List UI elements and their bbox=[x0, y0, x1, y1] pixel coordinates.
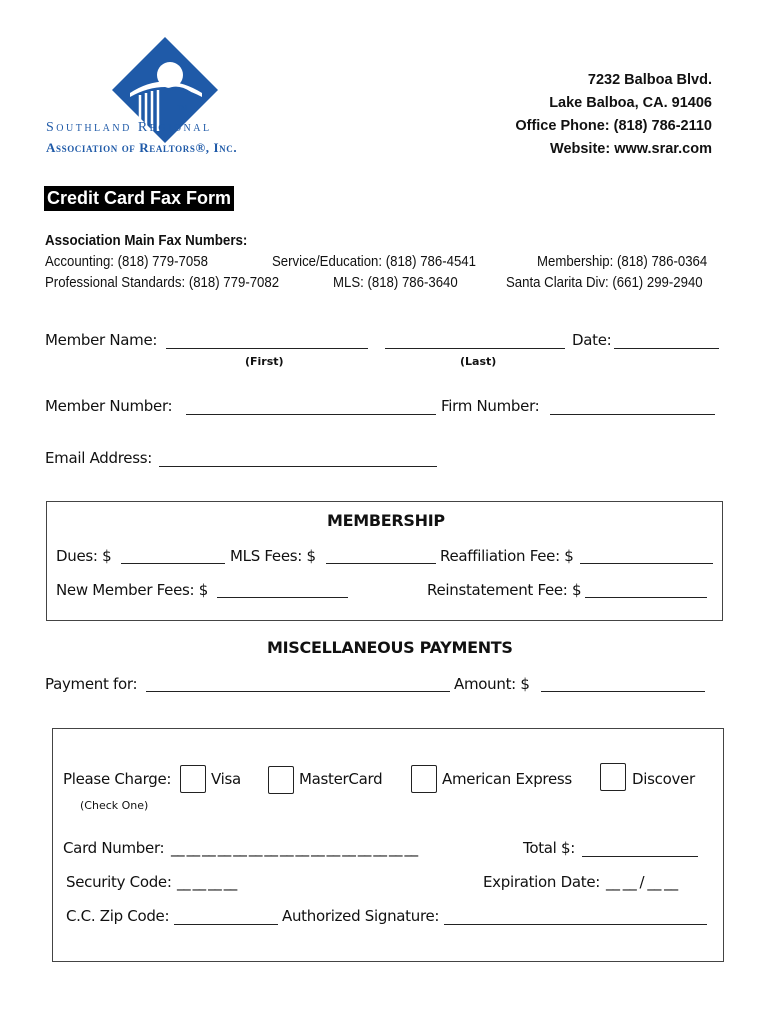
mls-fees-field[interactable] bbox=[326, 563, 436, 564]
zip-code-field[interactable] bbox=[174, 924, 278, 925]
fax-membership: Membership: (818) 786-0364 bbox=[537, 253, 708, 270]
fax-professional: Professional Standards: (818) 779-7082 bbox=[45, 274, 280, 291]
security-code-label: Security Code: bbox=[66, 873, 172, 891]
first-caption: (First) bbox=[245, 355, 284, 368]
amount-field[interactable] bbox=[541, 691, 705, 692]
member-number-field[interactable] bbox=[186, 414, 436, 415]
zip-code-label: C.C. Zip Code: bbox=[66, 907, 170, 925]
amount-label: Amount: $ bbox=[454, 675, 530, 693]
dues-label: Dues: $ bbox=[56, 547, 112, 565]
mls-fees-label: MLS Fees: $ bbox=[230, 547, 316, 565]
amex-label: American Express bbox=[442, 770, 572, 788]
amex-checkbox[interactable] bbox=[411, 765, 437, 793]
card-number-label: Card Number: bbox=[63, 839, 165, 857]
dues-field[interactable] bbox=[121, 563, 225, 564]
expiration-label: Expiration Date: bbox=[483, 873, 601, 891]
misc-payments-title: MISCELLANEOUS PAYMENTS bbox=[267, 638, 513, 657]
new-member-label: New Member Fees: $ bbox=[56, 581, 208, 599]
form-title: Credit Card Fax Form bbox=[44, 186, 234, 211]
fax-santa-clarita: Santa Clarita Div: (661) 299-2940 bbox=[506, 274, 703, 291]
please-charge-label: Please Charge: bbox=[63, 770, 172, 788]
membership-title: MEMBERSHIP bbox=[327, 511, 445, 530]
security-code-field[interactable]: __ __ __ __ bbox=[177, 873, 236, 891]
email-field[interactable] bbox=[159, 466, 437, 467]
last-name-field[interactable] bbox=[385, 348, 565, 349]
firm-number-label: Firm Number: bbox=[441, 397, 540, 415]
email-label: Email Address: bbox=[45, 449, 152, 467]
website: Website: www.srar.com bbox=[550, 141, 712, 157]
date-field[interactable] bbox=[614, 348, 719, 349]
address-street: 7232 Balboa Blvd. bbox=[587, 72, 712, 88]
reinstatement-label: Reinstatement Fee: $ bbox=[427, 581, 582, 599]
reinstatement-field[interactable] bbox=[585, 597, 707, 598]
org-name-line2: Association of Realtors®, Inc. bbox=[46, 140, 238, 155]
total-label: Total $: bbox=[523, 839, 575, 857]
signature-field[interactable] bbox=[444, 924, 707, 925]
fax-service: Service/Education: (818) 786-4541 bbox=[272, 253, 476, 270]
discover-label: Discover bbox=[632, 770, 695, 788]
logo-tm: TM bbox=[177, 105, 188, 112]
new-member-field[interactable] bbox=[217, 597, 348, 598]
fax-mls: MLS: (818) 786-3640 bbox=[333, 274, 458, 291]
visa-checkbox[interactable] bbox=[180, 765, 206, 793]
signature-label: Authorized Signature: bbox=[282, 907, 440, 925]
reaffiliation-label: Reaffiliation Fee: $ bbox=[440, 547, 574, 565]
payment-for-label: Payment for: bbox=[45, 675, 138, 693]
card-number-field[interactable]: __ __ __ __ __ __ __ __ __ __ __ __ __ __ __ __ bbox=[171, 839, 417, 857]
first-name-field[interactable] bbox=[166, 348, 368, 349]
address-city: Lake Balboa, CA. 91406 bbox=[549, 95, 712, 111]
fax-accounting: Accounting: (818) 779-7058 bbox=[45, 253, 208, 270]
reaffiliation-field[interactable] bbox=[580, 563, 713, 564]
visa-label: Visa bbox=[211, 770, 241, 788]
mastercard-label: MasterCard bbox=[299, 770, 383, 788]
discover-checkbox[interactable] bbox=[600, 763, 626, 791]
org-name-line1: Southland Regional bbox=[46, 120, 212, 135]
total-field[interactable] bbox=[582, 856, 698, 857]
date-label: Date: bbox=[572, 331, 612, 349]
check-one-caption: (Check One) bbox=[80, 799, 149, 812]
payment-for-field[interactable] bbox=[146, 691, 450, 692]
expiration-field[interactable]: __ __ / __ __ bbox=[606, 873, 678, 891]
office-phone: Office Phone: (818) 786-2110 bbox=[515, 118, 712, 134]
firm-number-field[interactable] bbox=[550, 414, 715, 415]
last-caption: (Last) bbox=[460, 355, 497, 368]
member-number-label: Member Number: bbox=[45, 397, 173, 415]
fax-numbers-heading: Association Main Fax Numbers: bbox=[45, 233, 248, 249]
member-name-label: Member Name: bbox=[45, 331, 158, 349]
mastercard-checkbox[interactable] bbox=[268, 766, 294, 794]
